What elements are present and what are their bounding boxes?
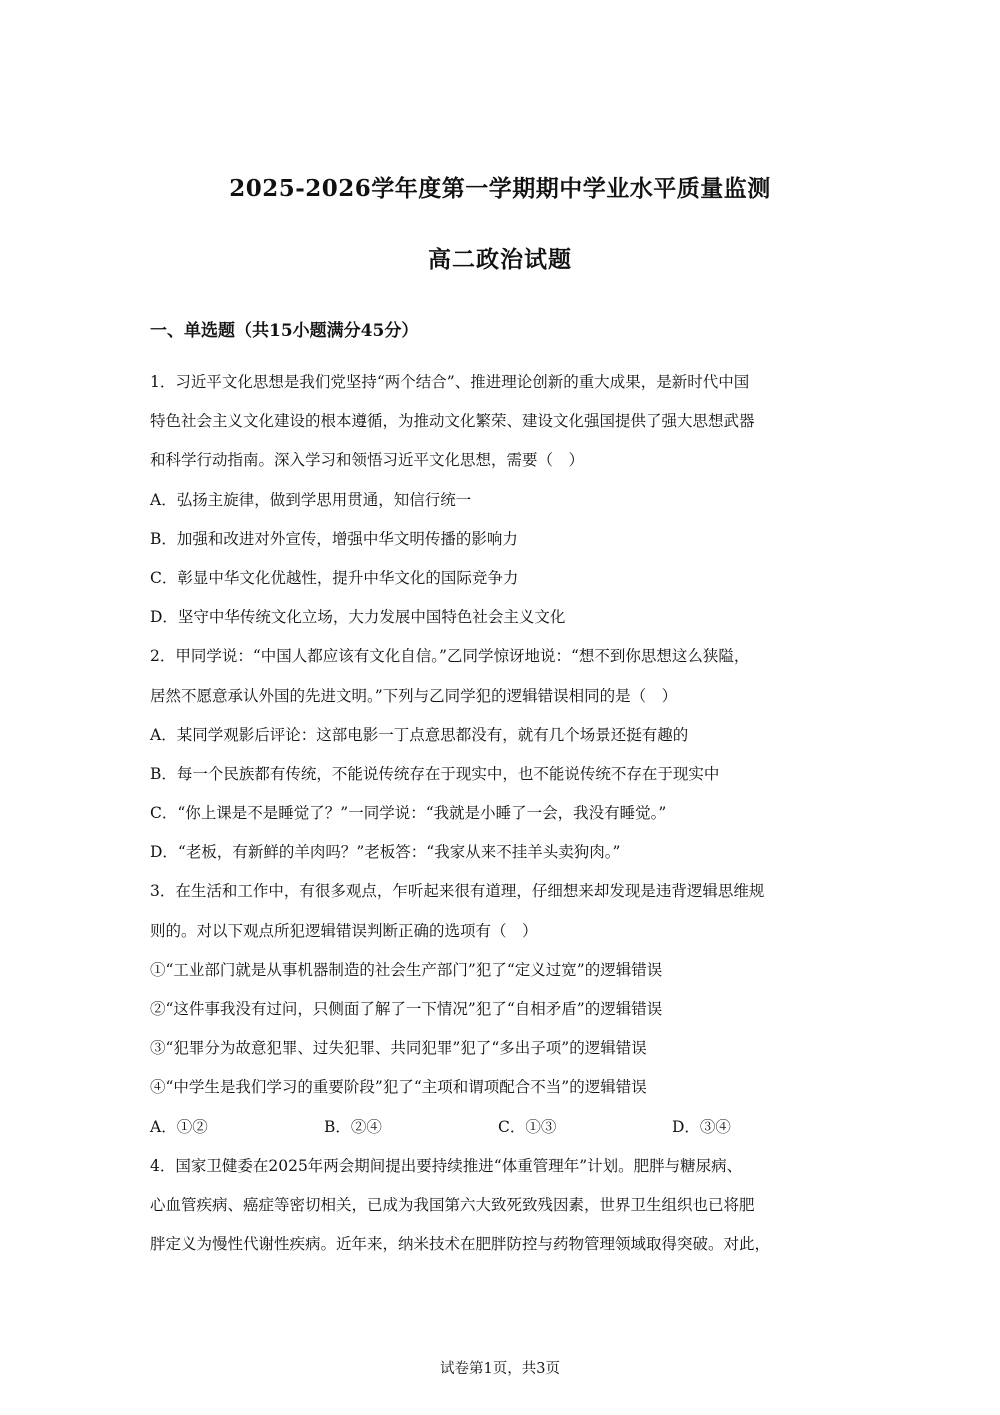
question-stem-line: 心血管疾病、癌症等密切相关，已成为我国第六大致死致残因素，世界卫生组织也已将肥 xyxy=(150,1195,755,1214)
question-stem-line: 4．国家卫健委在2025年两会期间提出要持续推进“体重管理年”计划。肥胖与糖尿病、 xyxy=(150,1156,743,1175)
option-a: A．弘扬主旋律，做到学思用贯通，知信行统一 xyxy=(150,490,472,509)
option-c: C．①③ xyxy=(498,1117,557,1136)
option-b: B．加强和改进对外宣传，增强中华文明传播的影响力 xyxy=(150,529,518,548)
option-a: A．①② xyxy=(150,1117,208,1136)
option-c: C．彰显中华文化优越性，提升中华文化的国际竞争力 xyxy=(150,568,519,587)
question-4 xyxy=(150,1152,862,1270)
questions-body xyxy=(150,368,862,1269)
section-heading: 一、单选题（共15小题满分45分） xyxy=(150,321,419,341)
statement-3: ③“犯罪分为故意犯罪、过失犯罪、共同犯罪”犯了“多出子项”的逻辑错误 xyxy=(150,1039,647,1058)
option-c: C．“你上课是不是睡觉了？”一同学说：“我就是小睡了一会，我没有睡觉。” xyxy=(150,804,667,823)
options-row xyxy=(150,1113,862,1152)
question-stem-line: 胖定义为慢性代谢性疾病。近年来，纳米技术在肥胖防控与药物管理领域取得突破。对此， xyxy=(150,1235,771,1254)
exam-title: 2025-2026学年度第一学期期中学业水平质量监测 xyxy=(229,175,771,202)
question-stem-line: 2．甲同学说：“中国人都应该有文化自信。”乙同学惊讶地说：“想不到你思想这么狭隘， xyxy=(150,647,750,666)
statement-2: ②“这件事我没有过问，只侧面了解了一下情况”犯了“自相矛盾”的逻辑错误 xyxy=(150,1000,663,1018)
exam-subtitle: 高二政治试题 xyxy=(428,246,572,273)
question-stem-line: 居然不愿意承认外国的先进文明。”下列与乙同学犯的逻辑错误相同的是（ ） xyxy=(150,686,678,705)
option-b: B．每一个民族都有传统，不能说传统存在于现实中，也不能说传统不存在于现实中 xyxy=(150,764,720,783)
page-footer: 试卷第1页，共3页 xyxy=(440,1361,560,1377)
question-stem-line: 1．习近平文化思想是我们党坚持“两个结合”、推进理论创新的重大成果，是新时代中国 xyxy=(150,373,750,391)
question-3 xyxy=(150,877,862,1151)
statement-4: ④“中学生是我们学习的重要阶段”犯了“主项和谓项配合不当”的逻辑错误 xyxy=(150,1078,647,1097)
option-d: D．“老板，有新鲜的羊肉吗？”老板答：“我家从来不挂羊头卖狗肉。” xyxy=(150,843,621,862)
option-d: D．③④ xyxy=(672,1117,731,1136)
question-stem-line: 和科学行动指南。深入学习和领悟习近平文化思想，需要（ ） xyxy=(150,451,585,470)
option-a: A．某同学观影后评论：这部电影一丁点意思都没有，就有几个场景还挺有趣的 xyxy=(150,725,689,744)
option-d: D．坚守中华传统文化立场，大力发展中国特色社会主义文化 xyxy=(150,608,566,627)
question-stem-line: 特色社会主义文化建设的根本遵循，为推动文化繁荣、建设文化强国提供了强大思想武器 xyxy=(150,412,755,431)
question-stem-line: 则的。对以下观点所犯逻辑错误判断正确的选项有（ ） xyxy=(150,921,538,940)
option-b: B．②④ xyxy=(324,1117,382,1136)
question-2 xyxy=(150,642,862,877)
question-stem-line: 3．在生活和工作中，有很多观点，乍听起来很有道理，仔细想来却发现是违背逻辑思维规 xyxy=(150,882,765,901)
statement-1: ①“工业部门就是从事机器制造的社会生产部门”犯了“定义过宽”的逻辑错误 xyxy=(150,960,663,979)
question-1 xyxy=(150,368,862,642)
